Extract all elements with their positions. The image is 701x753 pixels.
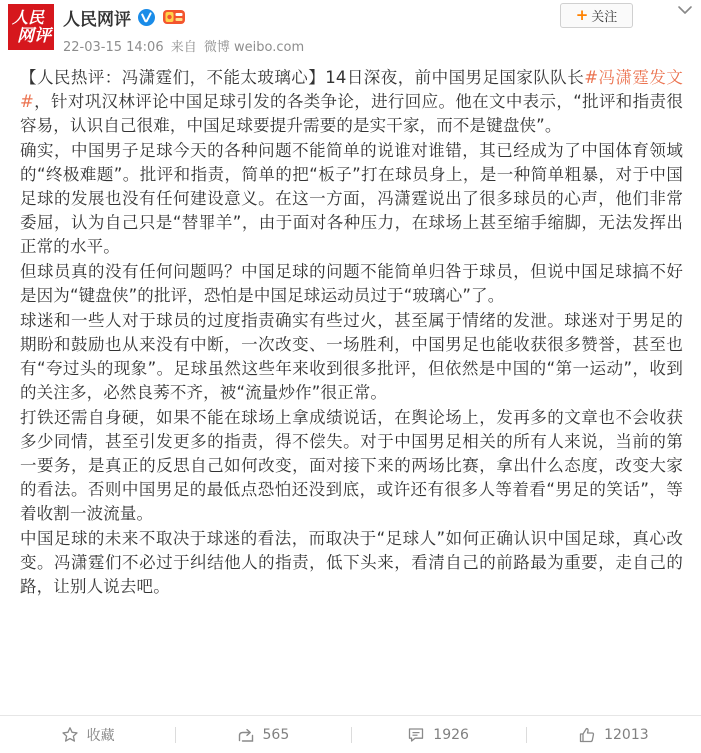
- account-avatar[interactable]: [8, 4, 54, 50]
- follow-button[interactable]: [560, 3, 633, 28]
- post-paragraph-1: [20, 66, 683, 138]
- verified-icon: [137, 8, 156, 27]
- share-icon: [237, 726, 255, 744]
- favorite-button[interactable]: [0, 716, 175, 753]
- post-timestamp[interactable]: 22-03-15 14:06: [63, 40, 164, 55]
- post-paragraph-2: 确实，中国男子足球今天的各种问题不能简单的说谁对谁错，其已经成为了中国体育领域的“终极难题”。批评和指责，简单的把“板子”打在球员身上，是一种简单粗暴，对于中国足球的发展也没有任何建设意义。在这一方面，冯潇霆说出了很多球员的心声，他们非常委屈，认为自己只是“替罪羊”，由于面对各种压力，在球场上甚至缩手缩脚，无法发挥出正常的水平。: [20, 141, 683, 256]
- account-name[interactable]: 人民网评: [63, 9, 131, 30]
- post-meta: [63, 36, 304, 55]
- comment-button[interactable]: [351, 716, 526, 753]
- like-count: 12013: [604, 726, 649, 743]
- plus-icon: +: [575, 6, 589, 24]
- repost-count: 565: [262, 726, 290, 743]
- star-icon: [61, 726, 79, 744]
- chevron-down-icon[interactable]: [675, 2, 695, 16]
- like-button[interactable]: [526, 716, 701, 753]
- repost-button[interactable]: [175, 716, 350, 753]
- post-body: [20, 66, 683, 600]
- thumbs-up-icon: [578, 726, 596, 744]
- paragraph-1-tail: ，针对巩汉林评论中国足球引发的各类争论，进行回应。他在文中表示，“批评和指责很容易，认识自己很难，中国足球要提升需要的是实干家，而不是键盘侠”。: [20, 92, 683, 135]
- post-paragraph-5: 打铁还需自身硬，如果不能在球场上拿成绩说话，在舆论场上，发再多的文章也不会收获多少同情，甚至引发更多的指责，得不偿失。对于中国男足相关的所有人来说，当前的第一要务，是真正的反思自己如何改变，面对接下来的两场比赛，拿出什么态度，改变大家的看法。否则中国男足的最低点恐怕还没到底，或许还有很多人等着看“男足的笑话”，等着收割一波流量。: [20, 408, 683, 523]
- paragraph-1-lead: 【人民热评：冯潇霆们，不能太玻璃心】14日深夜，前中国男足国家队队长: [20, 68, 585, 87]
- hashtag-link[interactable]: #冯潇霆发文#: [20, 68, 683, 111]
- logo-text-line-1: 人民: [11, 8, 44, 27]
- post-paragraph-3: 但球员真的没有任何问题吗？中国足球的问题不能简单归咎于球员，但说中国足球搞不好是因为“键盘侠”的批评，恐怕是中国足球运动员过于“玻璃心”了。: [20, 262, 683, 305]
- post-paragraph-6: 中国足球的未来不取决于球迷的看法，而取决于“足球人”如何正确认识中国足球，真心改变。冯潇霆们不必过于纠结他人的指责，低下头来，看清自己的前路最为重要，走自己的路，让别人说去吧。: [20, 529, 683, 596]
- post-paragraph-list: [20, 139, 683, 599]
- post-paragraph-4: 球迷和一些人对于球员的过度指责确实有些过火，甚至属于情绪的发泄。球迷对于男足的期盼和鼓励也从来没有中断，一次改变、一场胜利，中国男足也能收获很多赞誉，甚至也有“夸过头的现象”。足球虽然这些年来收到很多批评，但依然是中国的“第一运动”，收到的关注多，必然良莠不齐，被“流量炒作”很正常。: [20, 311, 683, 402]
- action-bar: [0, 716, 701, 753]
- member-badge-icon[interactable]: [162, 8, 186, 26]
- post-source[interactable]: 微博 weibo.com: [203, 40, 305, 55]
- favorite-label: 收藏: [86, 727, 115, 744]
- comment-icon: [407, 726, 425, 744]
- post-source-prefix: 来自: [170, 40, 197, 55]
- account-name-row: [63, 5, 186, 29]
- follow-button-label: 关注: [591, 10, 618, 25]
- comment-count: 1926: [433, 726, 469, 743]
- logo-text-line-2: 网评: [17, 26, 51, 46]
